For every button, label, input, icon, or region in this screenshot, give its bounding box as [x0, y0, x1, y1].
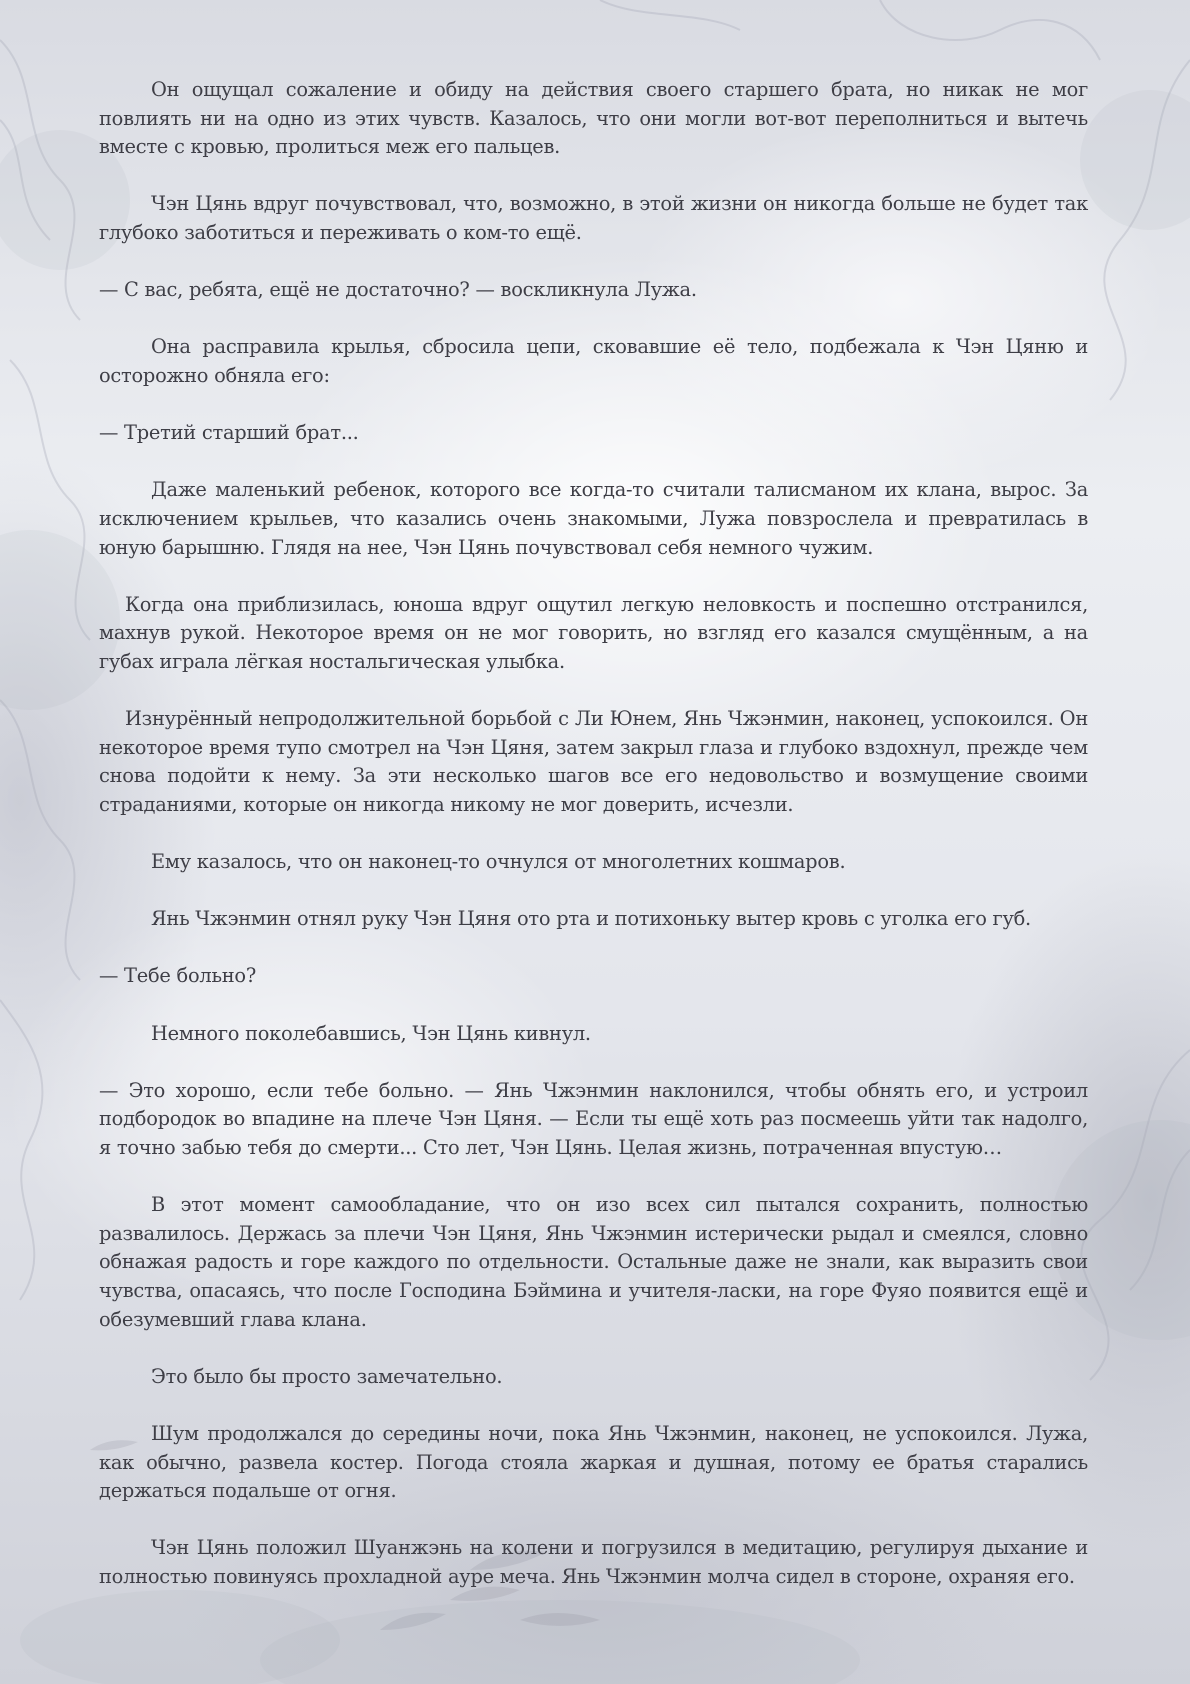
paragraph: Шум продолжался до середины ночи, пока Янь Чжэнмин, наконец, не успокоился. Лужа, как обычно, развела костер. Погода стояла жаркая и душная, потому ее братья старались держаться подальше от огня. [99, 1421, 1088, 1503]
dialogue-line: — Тебе больно? [99, 964, 256, 988]
paragraph: Немного поколебавшись, Чэн Цянь кивнул. [151, 1021, 591, 1045]
paragraph: Ему казалось, что он наконец-то очнулся от многолетних кошмаров. [151, 850, 846, 874]
paragraph: Чэн Цянь положил Шуанжэнь на колени и погрузился в медитацию, регулируя дыхание и полностью повинуясь прохладной ауре меча. Янь Чжэнмин молча сидел в стороне, охраняя его. [99, 1536, 1088, 1588]
paragraph: Это было бы просто замечательно. [151, 1364, 503, 1388]
paragraph: Чэн Цянь вдруг почувствовал, что, возможно, в этой жизни он никогда больше не будет так глубоко заботиться и переживать о ком-то ещё. [99, 192, 1088, 244]
paragraph: Изнурённый непродолжительной борьбой с Ли Юнем, Янь Чжэнмин, наконец, успокоился. Он некоторое время тупо смотрел на Чэн Цяня, затем закрыл глаза и глубоко вздохнул, прежде чем снова подойти к нему. За эти несколько шагов все его недовольство и возмущение своими страданиями, которые он никогда никому не мог доверить, исчезли. [99, 707, 1088, 816]
paragraph: Она расправила крылья, сбросила цепи, сковавшие её тело, подбежала к Чэн Цяню и осторожно обняла его: [99, 335, 1088, 387]
paragraph: Когда она приблизилась, юноша вдруг ощутил легкую неловкость и поспешно отстранился, махнув рукой. Некоторое время он не мог говорить, но взгляд его казался смущённым, а на губах играла лёгкая ностальгическая улыбка. [99, 592, 1088, 673]
dialogue-line: — С вас, ребята, ещё не достаточно? — воскликнула Лужа. [99, 278, 697, 302]
document-body [99, 76, 1088, 1591]
dialogue-line: — Третий старший брат... [99, 421, 359, 445]
paragraph: Янь Чжэнмин отнял руку Чэн Цяня ото рта и потихоньку вытер кровь с уголка его губ. [151, 907, 1031, 931]
paragraph: Он ощущал сожаление и обиду на действия своего старшего брата, но никак не мог повлиять ни на одно из этих чувств. Казалось, что они могли вот-вот переполниться и вытечь вместе с кровью, пролиться меж его пальцев. [99, 78, 1088, 159]
dialogue-line: — Это хорошо, если тебе больно. — Янь Чжэнмин наклонился, чтобы обнять его, и устроил подбородок во впадине на плече Чэн Цяня. — Если ты ещё хоть раз посмеешь уйти так надолго, я точно забью тебя до смерти... Сто лет, Чэн Цянь. Целая жизнь, потраченная впустую… [99, 1078, 1088, 1159]
paragraph: В этот момент самообладание, что он изо всех сил пытался сохранить, полностью развалилось. Держась за плечи Чэн Цяня, Янь Чжэнмин истерически рыдал и смеялся, словно обнажая радость и горе каждого по отдельности. Остальные даже не знали, как выразить свои чувства, опасаясь, что после Господина Бэймина и учителя-ласки, на горе Фуяо появится ещё и обезумевший глава клана. [99, 1193, 1088, 1331]
paragraph: Даже маленький ребенок, которого все когда-то считали талисманом их клана, вырос. За исключением крыльев, что казались очень знакомыми, Лужа повзрослела и превратилась в юную барышню. Глядя на нее, Чэн Цянь почувствовал себя немного чужим. [99, 478, 1088, 559]
